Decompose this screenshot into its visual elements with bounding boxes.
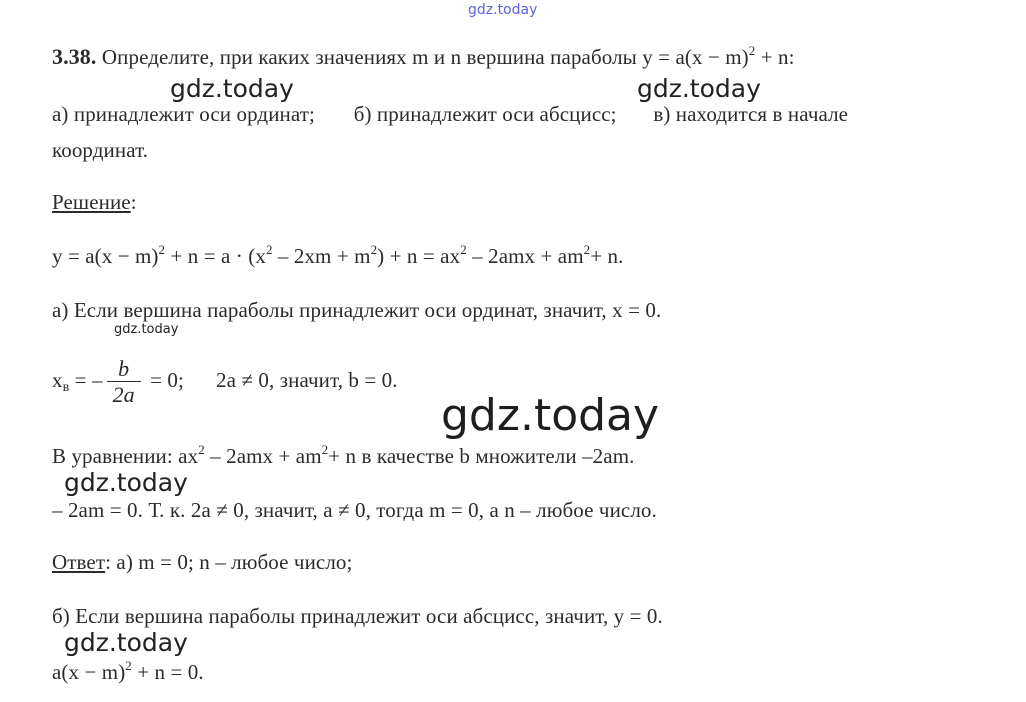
answer-text: : а) m = 0; n – любое число; bbox=[105, 550, 353, 574]
case-b-intro: б) Если вершина параболы принадлежит оси абсцисс, значит, y = 0. bbox=[52, 604, 663, 628]
problem-text: Определите, при каких значениях m и n вершина параболы y = a(x − m) bbox=[101, 45, 749, 69]
exponent: 2 bbox=[460, 242, 467, 257]
formula-part: + n в качестве b множители –2am. bbox=[328, 444, 635, 468]
part-a-text: а) принадлежит оси ординат; bbox=[52, 102, 315, 126]
formula-part: = – bbox=[69, 368, 103, 392]
answer-label: Ответ bbox=[52, 550, 106, 574]
vertex-x: x bbox=[52, 368, 63, 392]
watermark-top: gdz.today bbox=[468, 2, 538, 18]
formula-part: – 2amx + am bbox=[204, 444, 322, 468]
expansion-line bbox=[52, 243, 624, 269]
watermark: gdz.today bbox=[64, 468, 188, 497]
formula-part: ) + n = ax bbox=[377, 244, 461, 268]
formula-part: + n = a · (x bbox=[165, 244, 266, 268]
formula-part: a(x − m) bbox=[52, 660, 126, 684]
exponent: 2 bbox=[265, 242, 273, 257]
case-a-intro: а) Если вершина параболы принадлежит оси ординат, значит, x = 0. bbox=[52, 298, 662, 322]
problem-number: 3.38. bbox=[52, 44, 97, 69]
watermark-large: gdz.today bbox=[441, 390, 660, 441]
fraction-numerator: b bbox=[118, 355, 130, 381]
exponent: 2 bbox=[583, 242, 591, 257]
watermark: gdz.today bbox=[64, 628, 188, 657]
colon: : bbox=[130, 190, 137, 214]
vertex-formula bbox=[52, 350, 398, 410]
fraction-denominator: 2a bbox=[107, 381, 141, 408]
formula-part: = 0; 2a ≠ 0, значит, b = 0. bbox=[144, 368, 398, 392]
problem-statement bbox=[52, 44, 795, 70]
answer-a bbox=[52, 549, 352, 575]
exponent: 2 bbox=[198, 442, 205, 457]
watermark: gdz.today bbox=[637, 74, 761, 103]
problem-parts bbox=[52, 101, 848, 127]
exponent: 2 bbox=[321, 442, 329, 457]
part-b-text: б) принадлежит оси абсцисс; bbox=[353, 102, 617, 126]
vertex-subscript: в bbox=[62, 380, 70, 395]
formula-part: – 2amx + am bbox=[466, 244, 584, 268]
problem-text-tail: + n: bbox=[755, 45, 795, 69]
fraction bbox=[107, 357, 141, 408]
watermark: gdz.today bbox=[170, 74, 294, 103]
case-a-result: – 2am = 0. Т. к. 2a ≠ 0, значит, a ≠ 0, тогда m = 0, а n – любое число. bbox=[52, 498, 657, 522]
part-c-continuation: координат. bbox=[52, 138, 149, 162]
exponent: 2 bbox=[370, 242, 378, 257]
formula-part: В уравнении: ax bbox=[52, 444, 199, 468]
watermark: gdz.today bbox=[114, 322, 179, 337]
solution-heading bbox=[52, 189, 137, 215]
solution-heading-label: Решение bbox=[52, 190, 131, 214]
formula-part: + n. bbox=[590, 244, 624, 268]
formula-part: y = a(x − m) bbox=[52, 244, 159, 268]
exponent: 2 bbox=[125, 658, 132, 673]
exponent: 2 bbox=[158, 242, 166, 257]
equation-line bbox=[52, 443, 634, 469]
formula-part: + n = 0. bbox=[131, 660, 204, 684]
part-c-text: в) находится в начале bbox=[653, 102, 849, 126]
exponent: 2 bbox=[748, 43, 756, 58]
formula-part: – 2xm + m bbox=[272, 244, 371, 268]
case-b-equation bbox=[52, 659, 204, 685]
